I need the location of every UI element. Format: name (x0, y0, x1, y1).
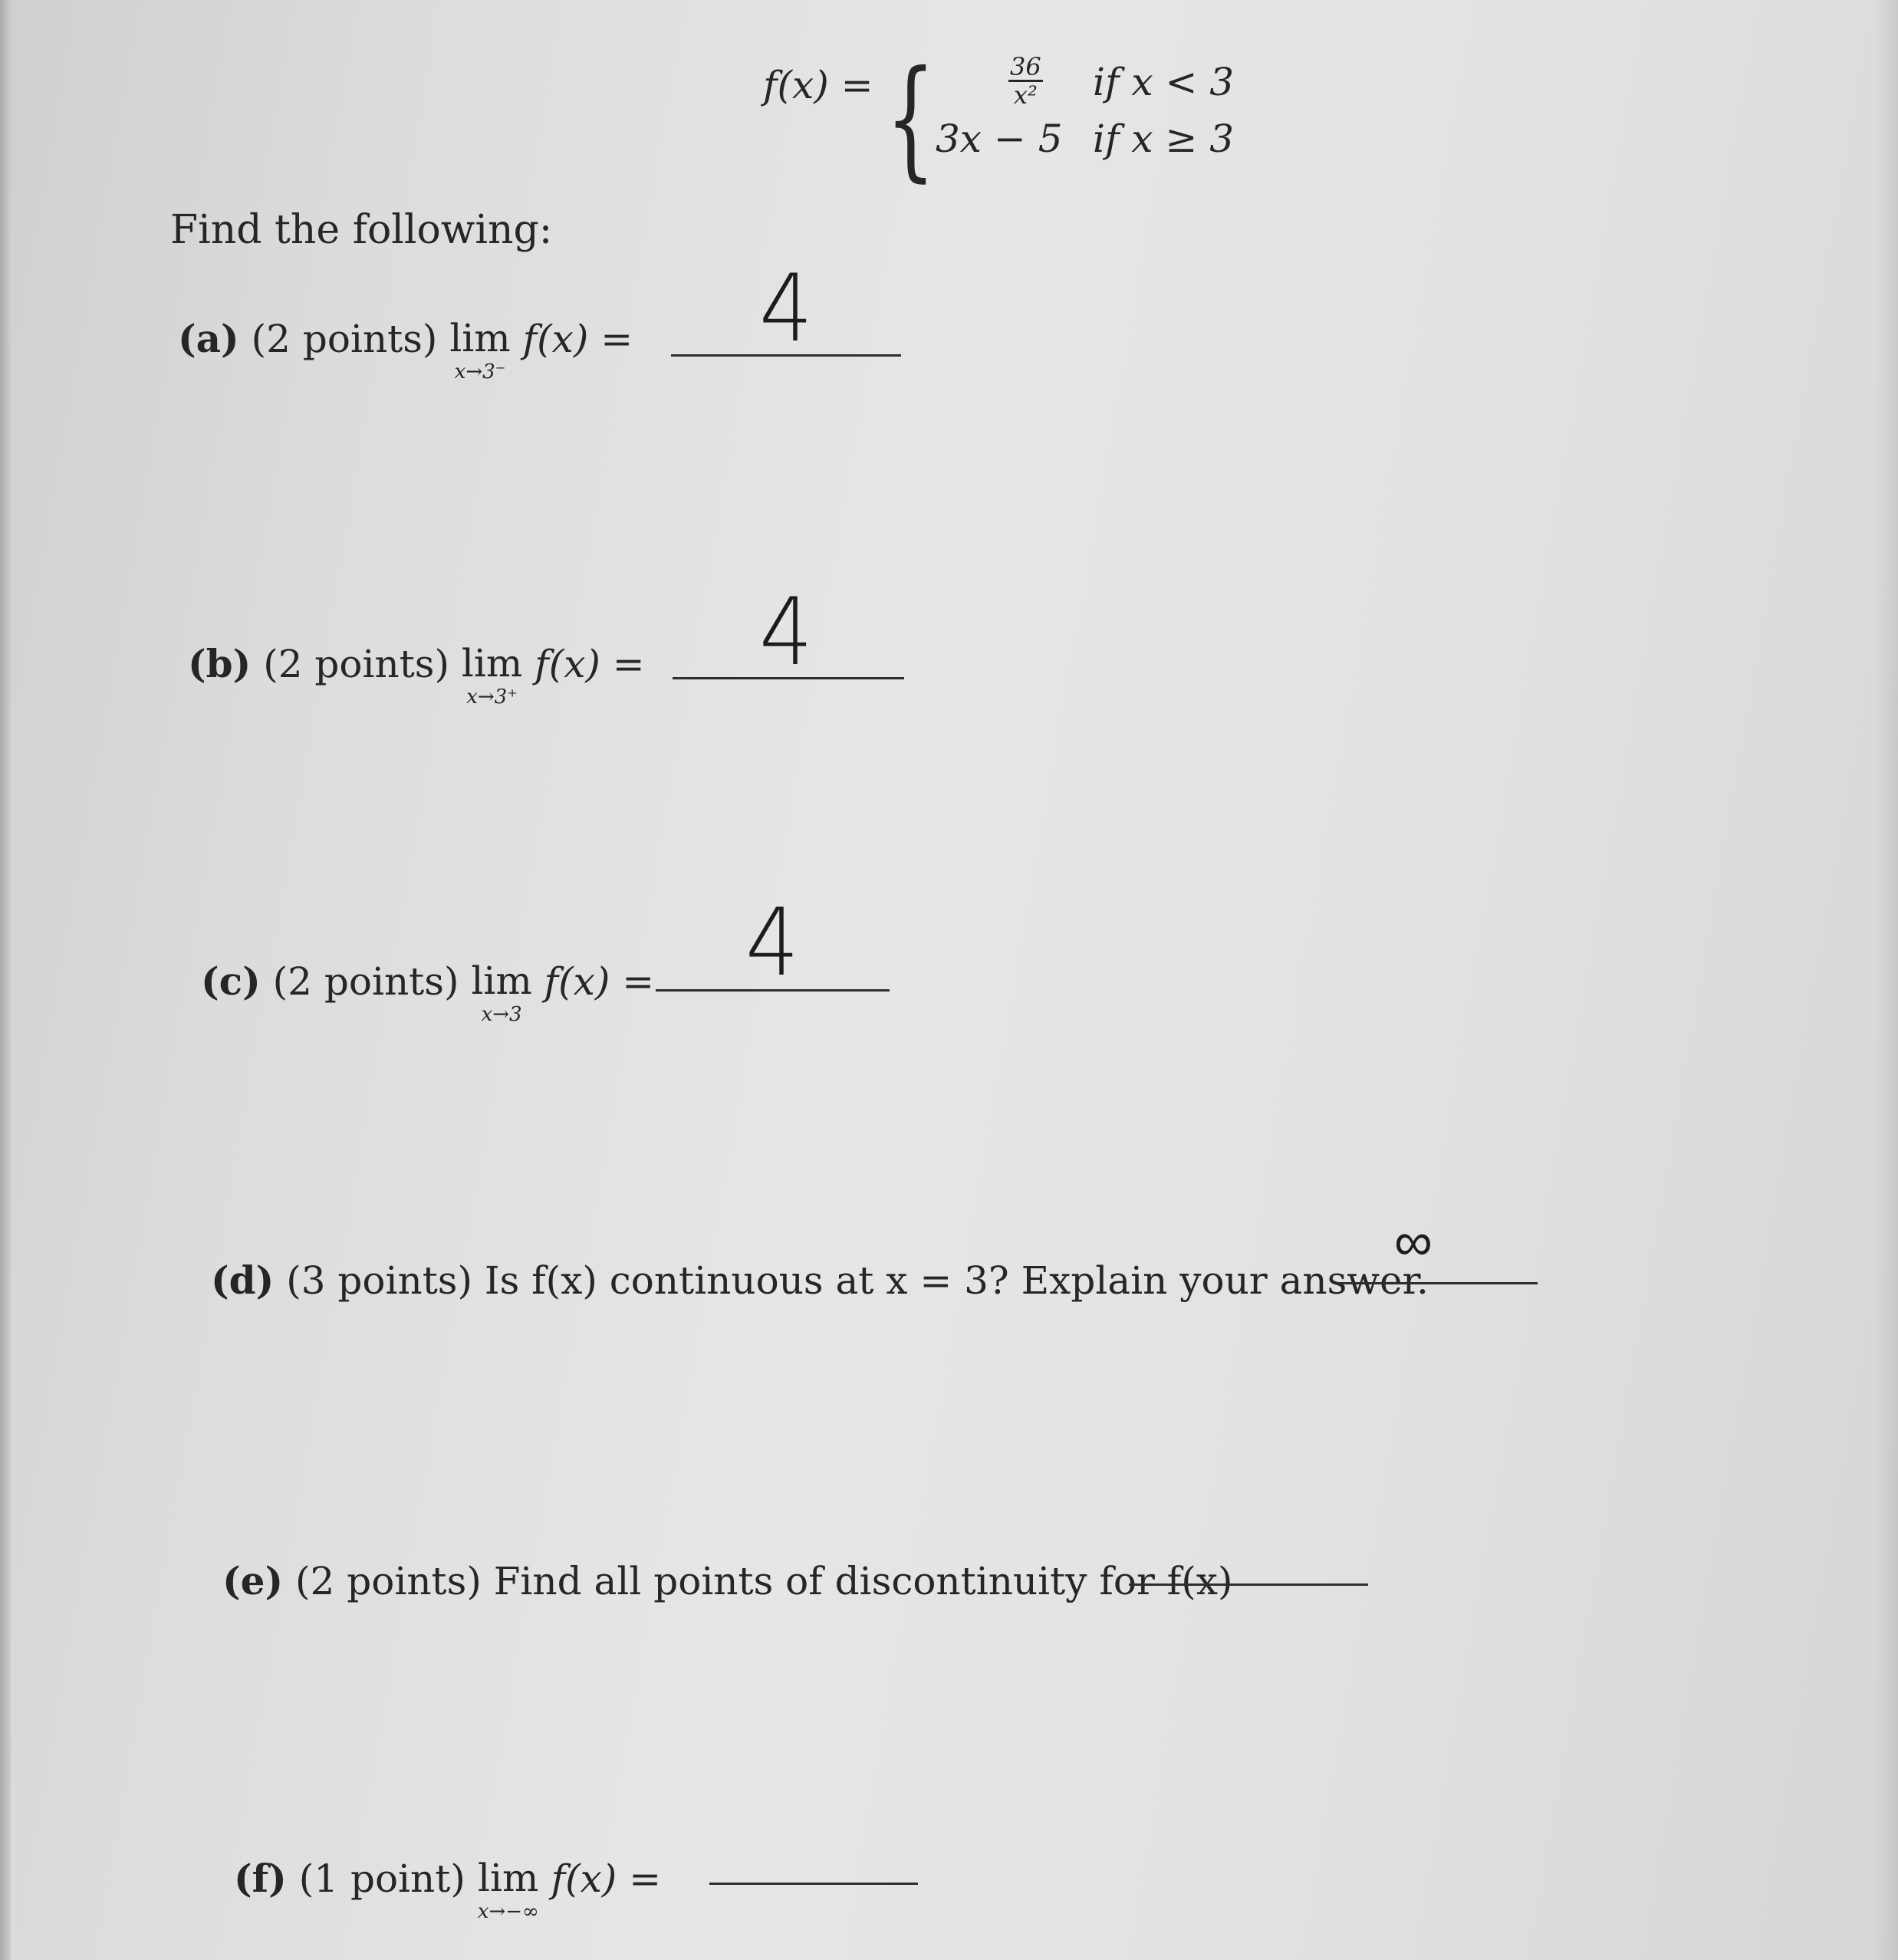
paper-shadow-right (1875, 0, 1898, 1960)
question-text: Is f(x) continuous at x = 3? Explain your answer. (484, 1258, 1429, 1303)
question-a (178, 316, 633, 382)
lim-word: lim (478, 1856, 539, 1900)
question-points: (2 points) (251, 317, 438, 361)
instructions: Find the following: (170, 207, 553, 253)
question-text: Find all points of discontinuity for f(x) (493, 1559, 1233, 1603)
paper-edge-left (0, 0, 11, 1960)
lim-word: lim (471, 959, 532, 1003)
question-rhs: f(x) = (535, 642, 645, 686)
handwritten-answer: 4 (759, 577, 813, 686)
question-label: (a) (178, 316, 239, 361)
answer-blank[interactable] (709, 1883, 918, 1885)
limit-operator (449, 316, 510, 382)
question-label: (d) (211, 1258, 275, 1303)
question-points: (1 point) (298, 1856, 465, 1901)
handwritten-answer: 4 (759, 254, 813, 363)
function-definition (763, 43, 1235, 195)
question-d (211, 1258, 1429, 1303)
question-rhs: f(x) = (522, 317, 633, 361)
case1-numerator: 36 (1010, 52, 1041, 81)
question-points: (3 points) (286, 1258, 472, 1303)
handwritten-answer: ∞ (1394, 1210, 1433, 1273)
case2-expression: 3x − 5 (936, 117, 1063, 161)
lim-word: lim (461, 641, 523, 686)
handwritten-answer: 4 (745, 888, 799, 997)
answer-blank[interactable] (1338, 1282, 1538, 1284)
question-e (222, 1558, 1232, 1603)
question-f (234, 1856, 661, 1922)
function-lhs: f(x) = (763, 63, 873, 107)
question-b (188, 641, 645, 707)
answer-blank[interactable] (1129, 1583, 1368, 1586)
question-label: (f) (234, 1856, 287, 1901)
question-label: (b) (188, 641, 252, 686)
lim-subscript: x→3 (481, 1003, 522, 1026)
lim-word: lim (449, 316, 511, 360)
case1-fraction (1008, 54, 1043, 108)
question-c (201, 959, 654, 1024)
question-label: (c) (201, 959, 261, 1004)
lim-subscript: x→3⁻ (454, 360, 506, 383)
question-points: (2 points) (263, 642, 449, 686)
left-brace: { (886, 43, 936, 195)
question-points: (2 points) (295, 1559, 482, 1603)
case1-condition: if x < 3 (1093, 60, 1235, 104)
case2-condition: if x ≥ 3 (1093, 117, 1235, 161)
question-label: (e) (222, 1558, 284, 1603)
limit-operator (478, 1856, 539, 1922)
lim-subscript: x→−∞ (477, 1900, 539, 1923)
question-rhs: f(x) = (551, 1856, 662, 1901)
lim-subscript: x→3⁺ (466, 686, 518, 709)
question-rhs: f(x) = (544, 959, 655, 1004)
case1-denominator: x² (1013, 81, 1038, 110)
limit-operator (471, 959, 531, 1024)
question-points: (2 points) (272, 959, 459, 1004)
limit-operator (462, 641, 522, 707)
